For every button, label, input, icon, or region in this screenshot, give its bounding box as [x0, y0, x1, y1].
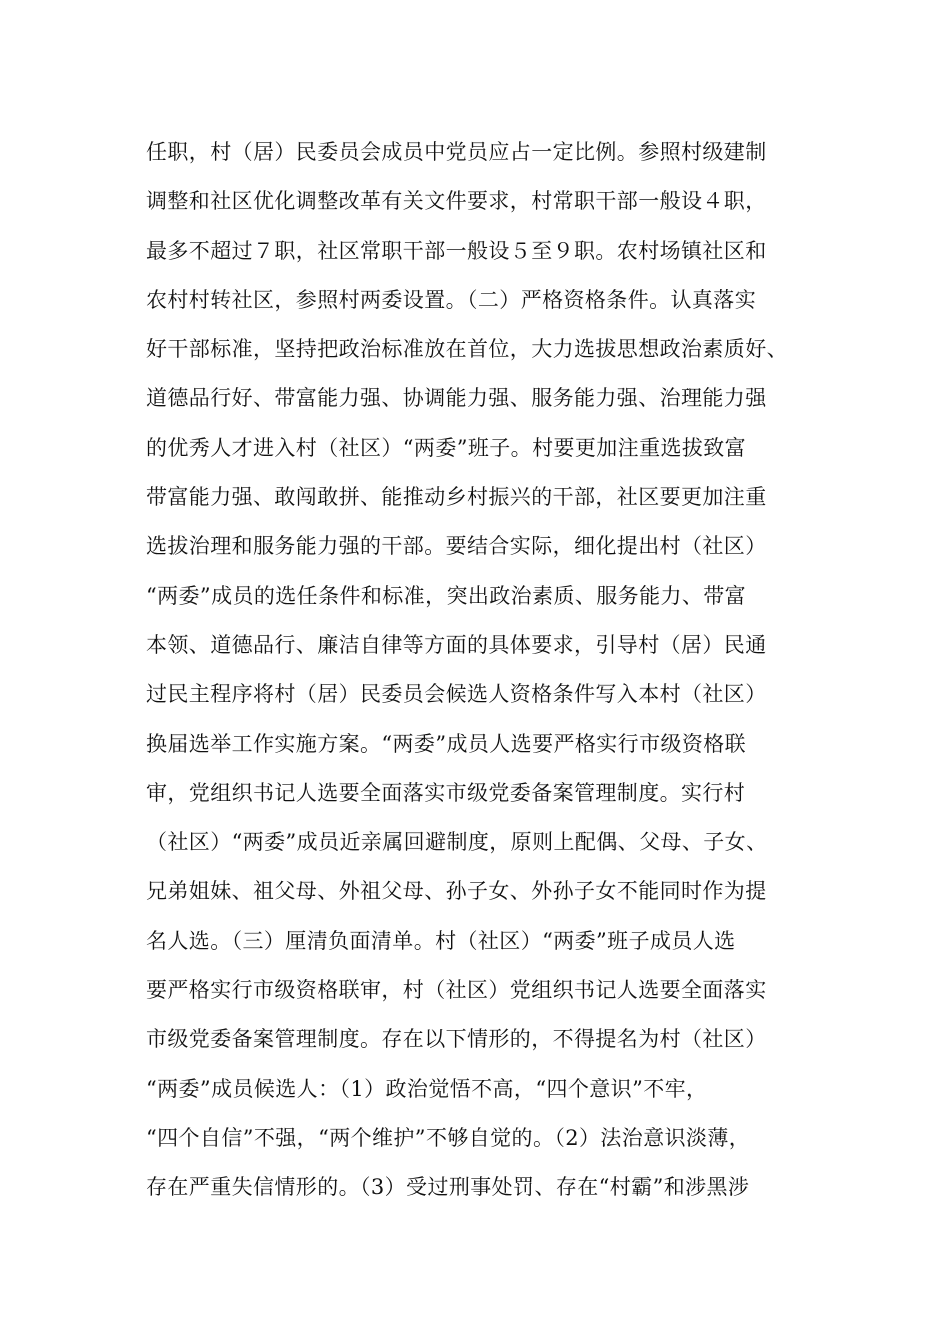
text-line: 要严格实行市级资格联审，村（社区）党组织书记人选要全面落实 [146, 978, 767, 1003]
text-line: 最多不超过７职，社区常职干部一般设５至９职。农村场镇社区和 [146, 238, 767, 263]
text-line: 道德品行好、带富能力强、协调能力强、服务能力强、治理能力强 [146, 386, 767, 411]
text-line: 审，党组织书记人选要全面落实市级党委备案管理制度。实行村 [146, 780, 746, 805]
text-line: 调整和社区优化调整改革有关文件要求，村常职干部一般设４职， [146, 189, 767, 214]
text-line: （社区）“两委”成员近亲属回避制度，原则上配偶、父母、子女、 [146, 830, 768, 855]
text-line: “四个自信”不强，“两个维护”不够自觉的。（2）法治意识淡薄， [146, 1125, 751, 1150]
text-line: 的优秀人才进入村（社区）“两委”班子。村要更加注重选拔致富 [146, 435, 747, 460]
text-line: 名人选。（三）厘清负面清单。村（社区）“两委”班子成员人选 [146, 928, 736, 953]
text-line: 市级党委备案管理制度。存在以下情形的，不得提名为村（社区） [146, 1027, 767, 1052]
text-line: 本领、道德品行、廉洁自律等方面的具体要求，引导村（居）民通 [146, 632, 767, 657]
body-text [146, 128, 826, 1213]
text-line: 换届选举工作实施方案。“两委”成员人选要严格实行市级资格联 [146, 731, 747, 756]
text-line: 选拔治理和服务能力强的干部。要结合实际，细化提出村（社区） [146, 534, 767, 559]
text-line: “两委”成员的选任条件和标准，突出政治素质、服务能力、带富 [146, 583, 747, 608]
text-line: 农村村转社区，参照村两委设置。（二）严格资格条件。认真落实 [146, 287, 757, 312]
text-line: 兄弟姐妹、祖父母、外祖父母、孙子女、外孙子女不能同时作为提 [146, 879, 767, 904]
text-line: 好干部标准，坚持把政治标准放在首位，大力选拔思想政治素质好、 [146, 337, 788, 362]
text-line: “两委”成员候选人：（1）政治觉悟不高，“四个意识”不牢， [146, 1076, 708, 1101]
text-line: 存在严重失信情形的。（3）受过刑事处罚、存在“村霸”和涉黑涉 [146, 1175, 750, 1200]
text-line: 过民主程序将村（居）民委员会候选人资格条件写入本村（社区） [146, 682, 767, 707]
text-line: 带富能力强、敢闯敢拼、能推动乡村振兴的干部，社区要更加注重 [146, 485, 767, 510]
text-line: 任职，村（居）民委员会成员中党员应占一定比例。参照村级建制 [146, 140, 767, 164]
